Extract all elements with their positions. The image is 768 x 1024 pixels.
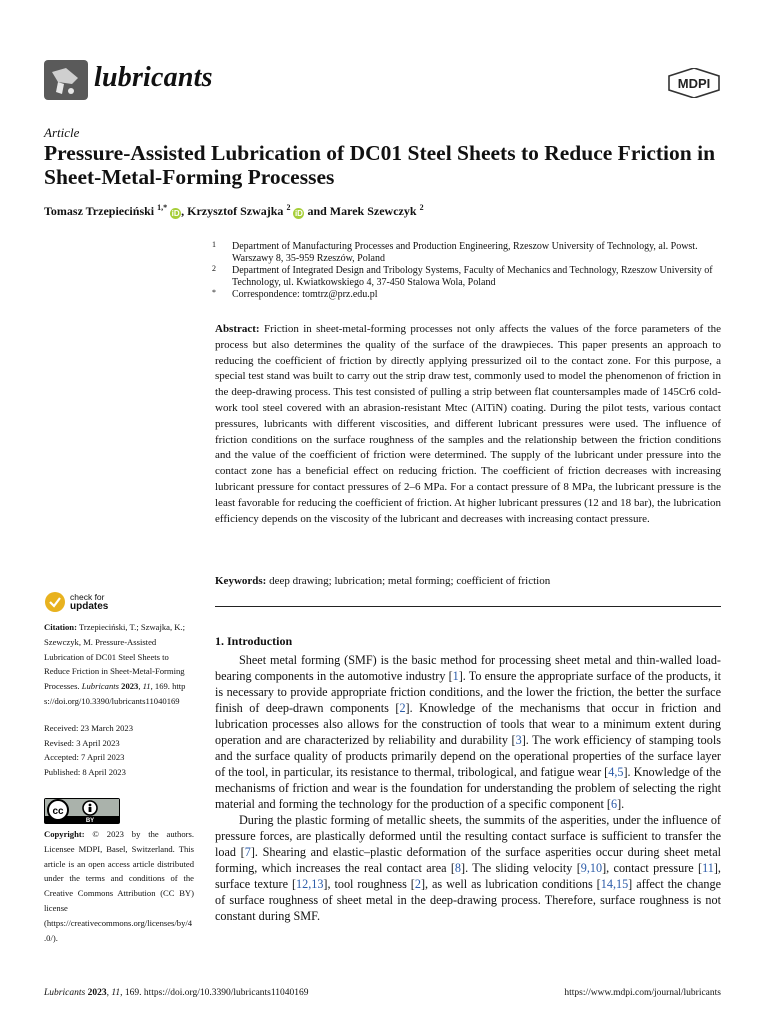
- reference-link[interactable]: 9,10: [580, 861, 603, 875]
- author-name[interactable]: Tomasz Trzepieciński: [44, 204, 155, 218]
- author-separator: and: [304, 204, 330, 218]
- paragraph: During the plastic forming of metallic sheets, the summits of the asperities, under the influence of pressure forces, are plastically deformed until the resulting contact surface is sufficient to transfer the load [7]. Shearing and elastic–plastic deformation of the surface asperities occur during sheet metal forming, which increases the real contact area [8]. The sliding velocity [9,10], contact pressure [11], surface texture [12,13], tool roughness [2], as well as lubrication conditions [14,15] affect the change of surface roughness of sheet metal in the deep-drawing process. Therefore, surface roughness is not constant during SMF.: [215, 813, 722, 923]
- reference-link[interactable]: 8: [454, 861, 462, 875]
- author-separator: ,: [181, 204, 188, 218]
- citation-journal: Lubricants: [81, 681, 119, 692]
- author-list: [44, 203, 744, 219]
- affiliation-text: Department of Integrated Design and Tribology Systems, Faculty of Mechanics and Technology, Rzeszow University of Technology, ul. Kwiatkowskiego 4, 37-450 Stalowa Wola, Poland: [232, 265, 713, 288]
- affiliation-number: 1: [212, 240, 216, 249]
- author-affil-sup: 2: [286, 203, 291, 212]
- footer-journal-url[interactable]: https://www.mdpi.com/journal/lubricants: [564, 988, 721, 998]
- affiliation-text: Department of Manufacturing Processes and Production Engineering, Rzeszow University of Technology, al. Powst. Warszawy 8, 35-959 Rzeszów, Poland: [232, 241, 698, 264]
- reference-link[interactable]: 11: [702, 861, 714, 875]
- orcid-icon[interactable]: iD: [294, 209, 303, 218]
- reference-link[interactable]: 12,13: [296, 877, 324, 891]
- citation-volume: 11: [142, 681, 151, 692]
- revised-date: Revised: 3 April 2023: [44, 737, 120, 748]
- cc-by-label: BY: [85, 818, 95, 824]
- section-divider: [215, 606, 721, 607]
- author-affil-sup: 2: [419, 203, 424, 212]
- reference-link[interactable]: 1: [452, 669, 459, 683]
- author-name[interactable]: Marek Szewczyk: [329, 204, 417, 218]
- published-date: Published: 8 April 2023: [44, 767, 126, 778]
- copyright-text: © 2023 by the authors. Licensee MDPI, Basel, Switzerland. This article is an open access article distributed under the terms and conditions of the Creative Commons Attribution (CC BY) license (https://creativecommons.org/licenses/by/4.0/).: [44, 829, 194, 943]
- reference-link[interactable]: 6: [610, 797, 618, 811]
- introduction-body: [215, 652, 721, 924]
- journal-logo-icon: [44, 60, 88, 100]
- citation-text: Trzepieciński, T.; Szwajka, K.; Szewczyk, M. Pressure-Assisted Lubrication of DC01 Steel Sheets to Reduce Friction in Sheet-Metal-Forming Processes.: [44, 622, 186, 692]
- copyright-label: Copyright:: [44, 829, 85, 839]
- affiliation: [210, 265, 730, 289]
- article-info-sidebar: [44, 620, 194, 780]
- cc-by-icon: [44, 798, 120, 824]
- affiliation: [210, 289, 730, 301]
- copyright-notice: [44, 827, 194, 945]
- cc-by-license-badge[interactable]: [44, 798, 120, 824]
- reference-link[interactable]: 7: [244, 845, 251, 859]
- citation: Citation: Trzepieciński, T.; Szwajka, K.; Szewczyk, M. Pressure-Assisted Lubrication of DC01 Steel Sheets to Reduce Friction in Sheet-Metal-Forming Processes. Lubricants 2023, 11, 169. https://doi.org/10.3390/lubricants11040169: [44, 622, 186, 706]
- reference-link[interactable]: 3: [515, 733, 522, 747]
- author-name[interactable]: Krzysztof Szwajka: [187, 204, 284, 218]
- check-line-1: check for: [70, 592, 105, 602]
- mdpi-logo-text: MDPI: [677, 76, 711, 91]
- svg-text:cc: cc: [52, 806, 64, 817]
- author-affil-sup: 1,*: [157, 203, 168, 212]
- orcid-icon[interactable]: iD: [171, 209, 180, 218]
- reference-link[interactable]: 2: [414, 877, 421, 891]
- abstract-label: Abstract:: [215, 323, 260, 335]
- reference-link[interactable]: 2: [399, 701, 406, 715]
- abstract-text: Friction in sheet-metal-forming processes not only affects the values of the force parameters of the process but also determines the quality of the surface of the drawpieces. This paper presents an approach to reducing the coefficient of friction by directly applying pressurized oil to the contact zone. For this purpose, a special test stand was built to carry out the strip draw test, commonly used to model the phenomenon of friction in the deep-drawing process. This test consisted of pulling a strip between flat countersamples made of 145Cr6 cold-work tool steel covered with an abrasion-resistant Mtec (AlTiN) coating. During the pilot tests, various contact pressures, lubricants with different viscosities, and different lubricant pressures were used. The influence of friction conditions on the surface roughness of the samples and the relationship between the friction conditions and the value of the coefficient of friction were determined. The supply of the lubricant under pressure into the contact zone has a beneficial effect on reducing friction. The coefficient of friction decreases with increasing lubricant pressure for contact pressures of 2–6 MPa. For a contact pressure of 8 MPa, the lubricant pressure is the least favorable for reducing the coefficient of friction. At higher lubricant pressures (12 and 18 bar), the lubrication efficiency depends on the viscosity of the lubricant and decreases with increasing contact pressure.: [215, 323, 721, 525]
- paragraph: Sheet metal forming (SMF) is the basic method for processing sheet metal and thin-walled load-bearing components in the automotive industry [1]. To ensure the appropriate surface of the products, it is necessary to provide appropriate friction conditions, and the lower the friction, the better the surface finish of deep-drawn components [2]. Knowledge of the mechanisms that occur in friction and lubrication processes also allows for the construction of tools that wear to a minimum extent during operation and are characterized by reliability and durability [3]. The work efficiency of stamping tools and the surface quality of products primarily depend on the operational properties of the surface layer of the tool, in particular, its resistance to thermal, tribological, and fatigue wear [4,5]. Knowledge of the mechanisms of friction and wear is the foundation for understanding the problem of selecting the right material and forming the technology for the production of a specific component [6].: [215, 653, 721, 811]
- reference-link[interactable]: 14,15: [600, 877, 629, 891]
- check-for-updates-badge[interactable]: [44, 591, 108, 613]
- article-type: Article: [44, 125, 80, 140]
- article-title: Pressure-Assisted Lubrication of DC01 Steel Sheets to Reduce Friction in Sheet-Metal-Forming Processes: [44, 141, 716, 189]
- keywords-text: deep drawing; lubrication; metal forming; coefficient of friction: [269, 575, 551, 587]
- keywords-label: Keywords:: [215, 575, 267, 587]
- mdpi-logo: [665, 68, 723, 98]
- section-heading: 1. Introduction: [215, 634, 293, 648]
- citation-doi[interactable]: , 169. https://doi.org/10.3390/lubricants11040169: [44, 681, 186, 706]
- affiliation-text[interactable]: Correspondence: tomtrz@prz.edu.pl: [232, 289, 378, 300]
- journal-name: lubricants: [94, 62, 213, 93]
- affiliation-number: 2: [212, 264, 216, 273]
- abstract: [215, 322, 721, 527]
- affiliation: [210, 241, 730, 265]
- affiliations: [210, 241, 730, 301]
- reference-link[interactable]: 4,5: [608, 765, 624, 779]
- citation-label: Citation:: [44, 622, 77, 632]
- check-for-updates-icon: [44, 591, 66, 613]
- keywords: [215, 574, 721, 589]
- received-date: Received: 23 March 2023: [44, 722, 134, 733]
- check-line-2: updates: [70, 601, 109, 612]
- citation-year: 2023: [121, 681, 139, 692]
- accepted-date: Accepted: 7 April 2023: [44, 752, 125, 763]
- footer-citation: Lubricants 2023, 11, 169. https://doi.org/10.3390/lubricants11040169: [44, 988, 309, 998]
- affiliation-number: *: [212, 288, 216, 297]
